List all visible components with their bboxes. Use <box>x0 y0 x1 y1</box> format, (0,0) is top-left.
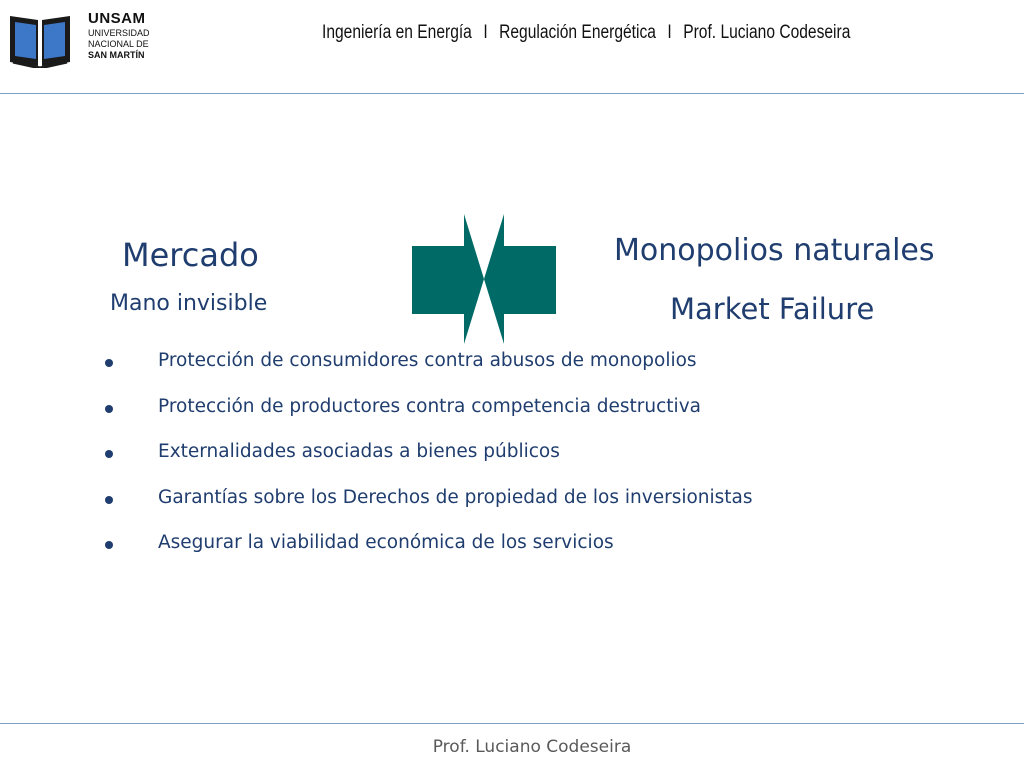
university-logo-text <box>88 10 150 61</box>
natural-monopolies-title: Monopolios naturales <box>614 233 935 268</box>
bullet-icon <box>105 541 113 549</box>
bullet-text: Garantías sobre los Derechos de propiedad de los inversionistas <box>158 486 753 508</box>
bullet-text: Asegurar la viabilidad económica de los servicios <box>158 532 614 553</box>
market-title: Mercado <box>122 236 259 274</box>
logo-main: UNSAM <box>88 10 146 27</box>
footer-text: Prof. Luciano Codeseira <box>432 737 632 757</box>
converging-arrows-icon <box>412 214 558 344</box>
header-professor: Prof. Luciano Codeseira <box>683 22 851 43</box>
bullet-icon <box>105 359 113 367</box>
logo-line-2: NACIONAL DE <box>88 39 149 49</box>
header-separator: I <box>483 22 488 43</box>
market-failure-subtitle: Market Failure <box>670 292 875 326</box>
footer-divider <box>0 723 1024 724</box>
bullet-text: Externalidades asociadas a bienes públicos <box>158 441 560 462</box>
header-subject: Regulación Energética <box>499 22 656 43</box>
header-title <box>322 22 850 44</box>
header-divider <box>0 93 1024 94</box>
bullet-icon <box>105 496 113 504</box>
open-book-icon <box>8 12 72 68</box>
bullet-icon <box>105 450 113 458</box>
header-separator: I <box>667 22 672 43</box>
market-subtitle: Mano invisible <box>110 291 268 316</box>
header-course: Ingeniería en Energía <box>322 22 472 43</box>
logo-line-1: UNIVERSIDAD <box>88 28 150 38</box>
bullet-text: Protección de productores contra competencia destructiva <box>158 395 701 417</box>
bullet-text: Protección de consumidores contra abusos de monopolios <box>158 350 697 371</box>
bullet-icon <box>105 405 113 413</box>
logo-line-3: SAN MARTÍN <box>88 50 145 60</box>
